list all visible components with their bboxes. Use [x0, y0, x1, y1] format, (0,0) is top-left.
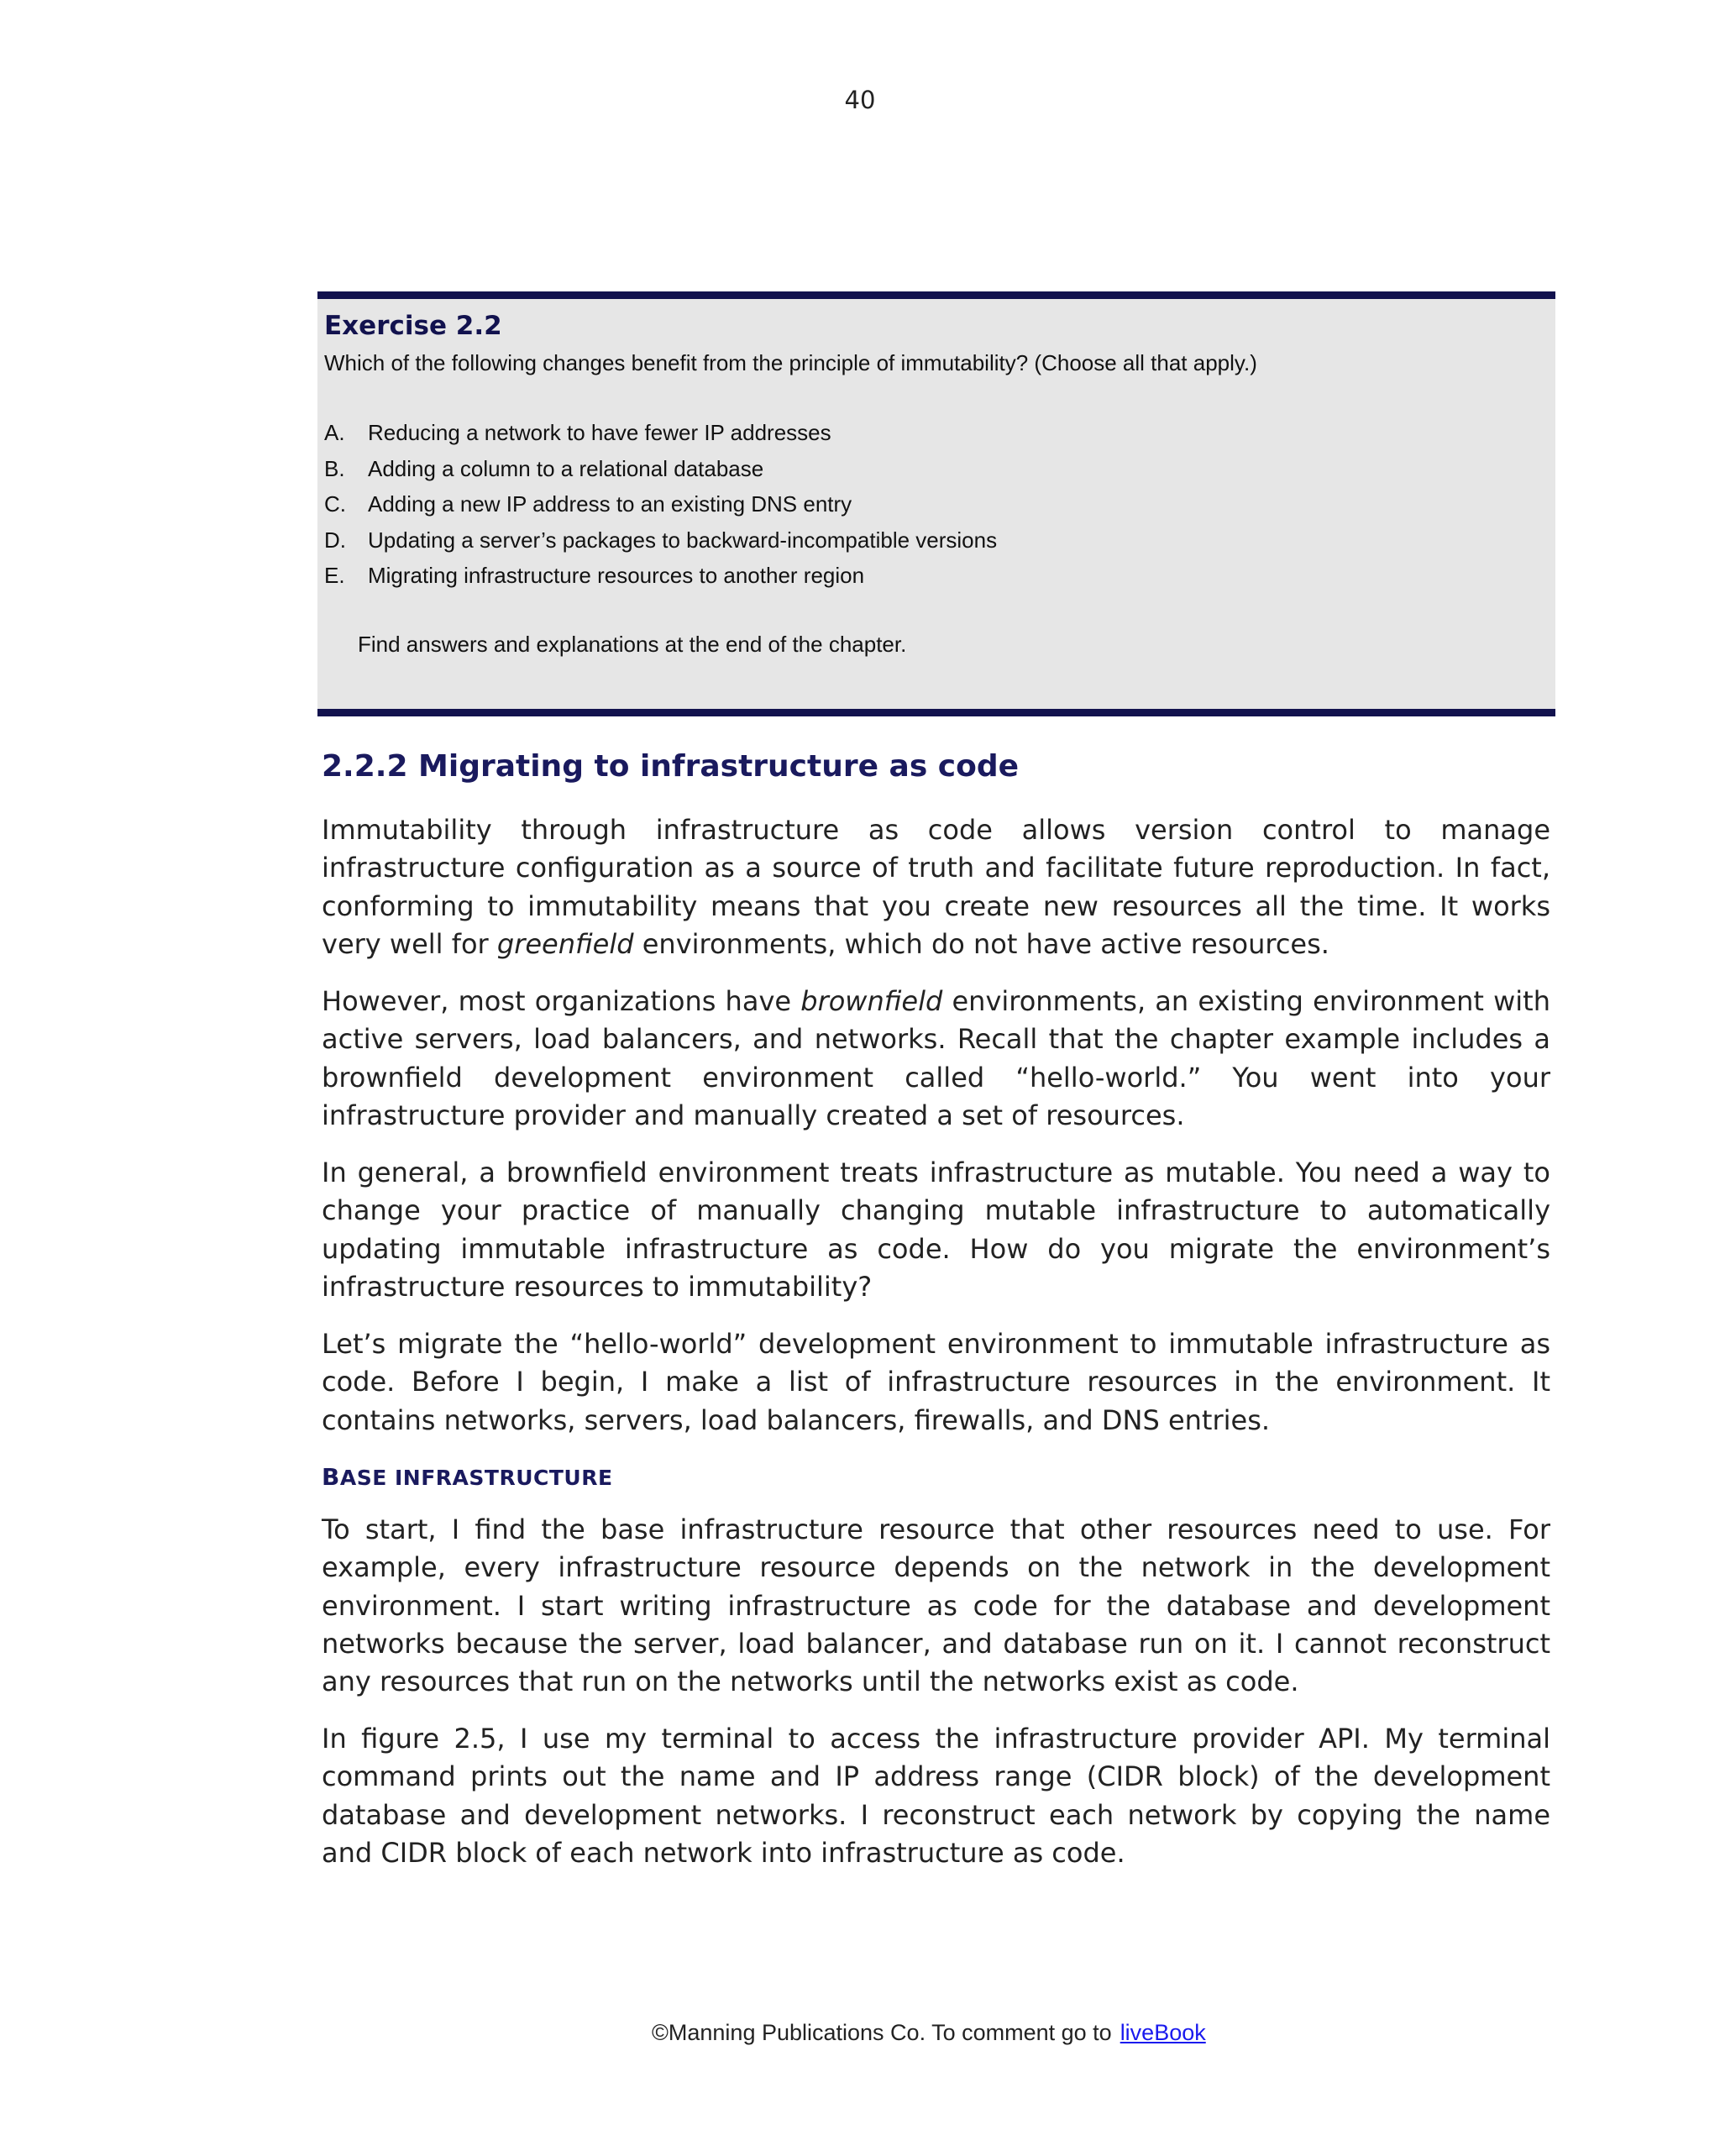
- footer: [652, 2020, 1206, 2046]
- subsection-heading-cap: B: [322, 1463, 340, 1491]
- exercise-question: Which of the following changes benefit from the principle of immutability? (Choose all that apply.): [324, 350, 1257, 375]
- paragraph: To start, I find the base infrastructure resource that other resources need to use. For example, every infrastructure resource depends on the network in the development environment. I start writing infrastructure as code for the database and development networks because the server, load balancer, and database run on it. I cannot reconstruct any resources that run on the networks until the networks exist as code.: [322, 1513, 1550, 1698]
- exercise-option: [324, 522, 1549, 559]
- paragraph: [322, 983, 1550, 1135]
- exercise-title: Exercise 2.2: [324, 311, 502, 341]
- paragraph: In figure 2.5, I use my terminal to access the infrastructure provider API. My terminal command prints out the name and IP address range (CIDR block) of the development database and development networks. I reconstruct each network by copying the name and CIDR block of each network into infrastructure as code.: [322, 1723, 1550, 1869]
- option-text: Migrating infrastructure resources to another region: [368, 563, 865, 589]
- livebook-link[interactable]: liveBook: [1120, 2020, 1206, 2045]
- option-text: Adding a new IP address to an existing DNS entry: [368, 491, 852, 517]
- paragraph-text: However, most organizations have: [322, 985, 801, 1017]
- page-number: 40: [844, 86, 876, 114]
- exercise-option: [324, 486, 1549, 522]
- copyright-text: ©Manning Publications Co. To comment go to: [652, 2020, 1112, 2045]
- exercise-option: [324, 558, 1549, 594]
- emphasis-text: brownfield: [800, 985, 943, 1017]
- section-heading: 2.2.2 Migrating to infrastructure as code: [322, 749, 1020, 784]
- option-letter: A.: [324, 420, 345, 445]
- option-letter: D.: [324, 527, 346, 553]
- option-text: Updating a server’s packages to backward-incompatible versions: [368, 527, 998, 553]
- option-text: Adding a column to a relational database: [368, 455, 764, 481]
- exercise-options: [324, 415, 1549, 594]
- paragraph: In general, a brownfield environment treats infrastructure as mutable. You need a way to change your practice of manually changing mutable infrastructure to automatically updating immutable infrastructure as code. How do you migrate the environment’s infrastructure resources to immutability?: [322, 1157, 1550, 1303]
- exercise-box: [317, 291, 1555, 716]
- option-letter: C.: [324, 491, 346, 517]
- exercise-option: [324, 451, 1549, 487]
- option-letter: E.: [324, 563, 345, 589]
- paragraph: [322, 811, 1550, 963]
- option-letter: B.: [324, 455, 345, 481]
- emphasis-text: greenfield: [496, 927, 634, 960]
- paragraph-text: environments, an existing environment with active servers, load balancers, and networks. Recall that the chapter example includes a brownfield development environment called “hello-world.” You went into your infrastructure provider and manually created a set of resources.: [322, 985, 1551, 1131]
- subsection-heading-rest: ASE INFRASTRUCTURE: [339, 1466, 613, 1490]
- exercise-answers-note: Find answers and explanations at the end of the chapter.: [358, 631, 907, 657]
- paragraph-text: environments, which do not have active resources.: [633, 927, 1329, 960]
- paragraph-text: Immutability through infrastructure as code allows version control to manage infrastructure configuration as a source of truth and facilitate future reproduction. In fact, conforming to immutability means that you create new resources all the time. It works very well for: [322, 814, 1550, 960]
- exercise-option: [324, 415, 1549, 451]
- option-text: Reducing a network to have fewer IP addresses: [368, 420, 831, 445]
- paragraph: Let’s migrate the “hello-world” development environment to immutable infrastructure as code. Before I begin, I make a list of infrastructure resources in the environment. It contains networks, servers, load balancers, firewalls, and DNS entries.: [322, 1328, 1550, 1436]
- subsection-heading: [322, 1463, 613, 1491]
